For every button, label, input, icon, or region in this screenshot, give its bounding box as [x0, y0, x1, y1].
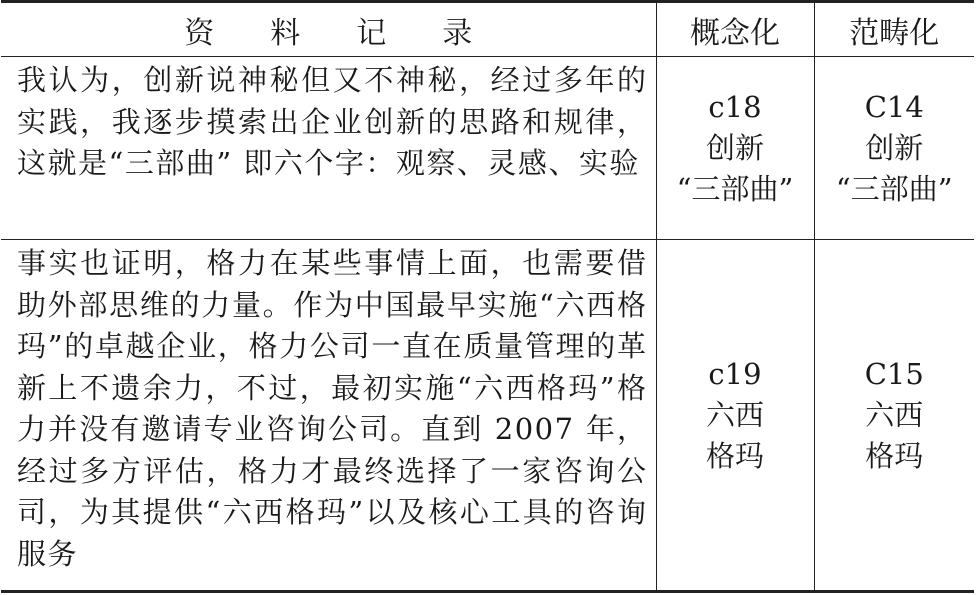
- concept-code: c18: [708, 89, 762, 124]
- fanchou-label-line: 创新: [865, 130, 924, 165]
- concept-code: c19: [708, 356, 762, 391]
- fanchou-code: C15: [864, 356, 924, 391]
- concept-label-line: 六西: [705, 397, 764, 432]
- concept-label-line: 格玛: [705, 438, 764, 473]
- coding-table: [1, 0, 974, 593]
- header-fanchou: 范畴化: [814, 2, 974, 57]
- concept-label-line: 创新: [705, 130, 764, 165]
- header-row: [1, 2, 974, 57]
- fanchou-label-line: “三部曲”: [835, 171, 953, 206]
- concept-cell: [656, 240, 814, 592]
- table-header: [1, 2, 974, 57]
- header-record: 资料记录: [1, 2, 656, 57]
- concept-label-line: “三部曲”: [676, 171, 794, 206]
- fanchou-code: C14: [864, 89, 924, 124]
- record-cell: 事实也证明，格力在某些事情上面，也需要借助外部思维的力量。作为中国最早实施“六西格玛”的卓越企业，格力公司一直在质量管理的革新上不遗余力，不过，最初实施“六西格玛”格力并没有邀请专业咨询公司。直到 2007 年，经过多方评估，格力才最终选择了一家咨询公司，为其提供“六西格玛”以及核心工具的咨询服务: [1, 240, 656, 592]
- table-body: [1, 57, 974, 592]
- concept-cell: [656, 57, 814, 240]
- record-cell: 我认为，创新说神秘但又不神秘，经过多年的实践，我逐步摸索出企业创新的思路和规律，这就是“三部曲” 即六个字：观察、灵感、实验: [1, 57, 656, 240]
- header-concept: 概念化: [656, 2, 814, 57]
- fanchou-cell: [814, 240, 974, 592]
- table-row: [1, 57, 974, 240]
- fanchou-label-line: 格玛: [865, 438, 924, 473]
- fanchou-cell: [814, 57, 974, 240]
- table-row: [1, 240, 974, 592]
- fanchou-label-line: 六西: [865, 397, 924, 432]
